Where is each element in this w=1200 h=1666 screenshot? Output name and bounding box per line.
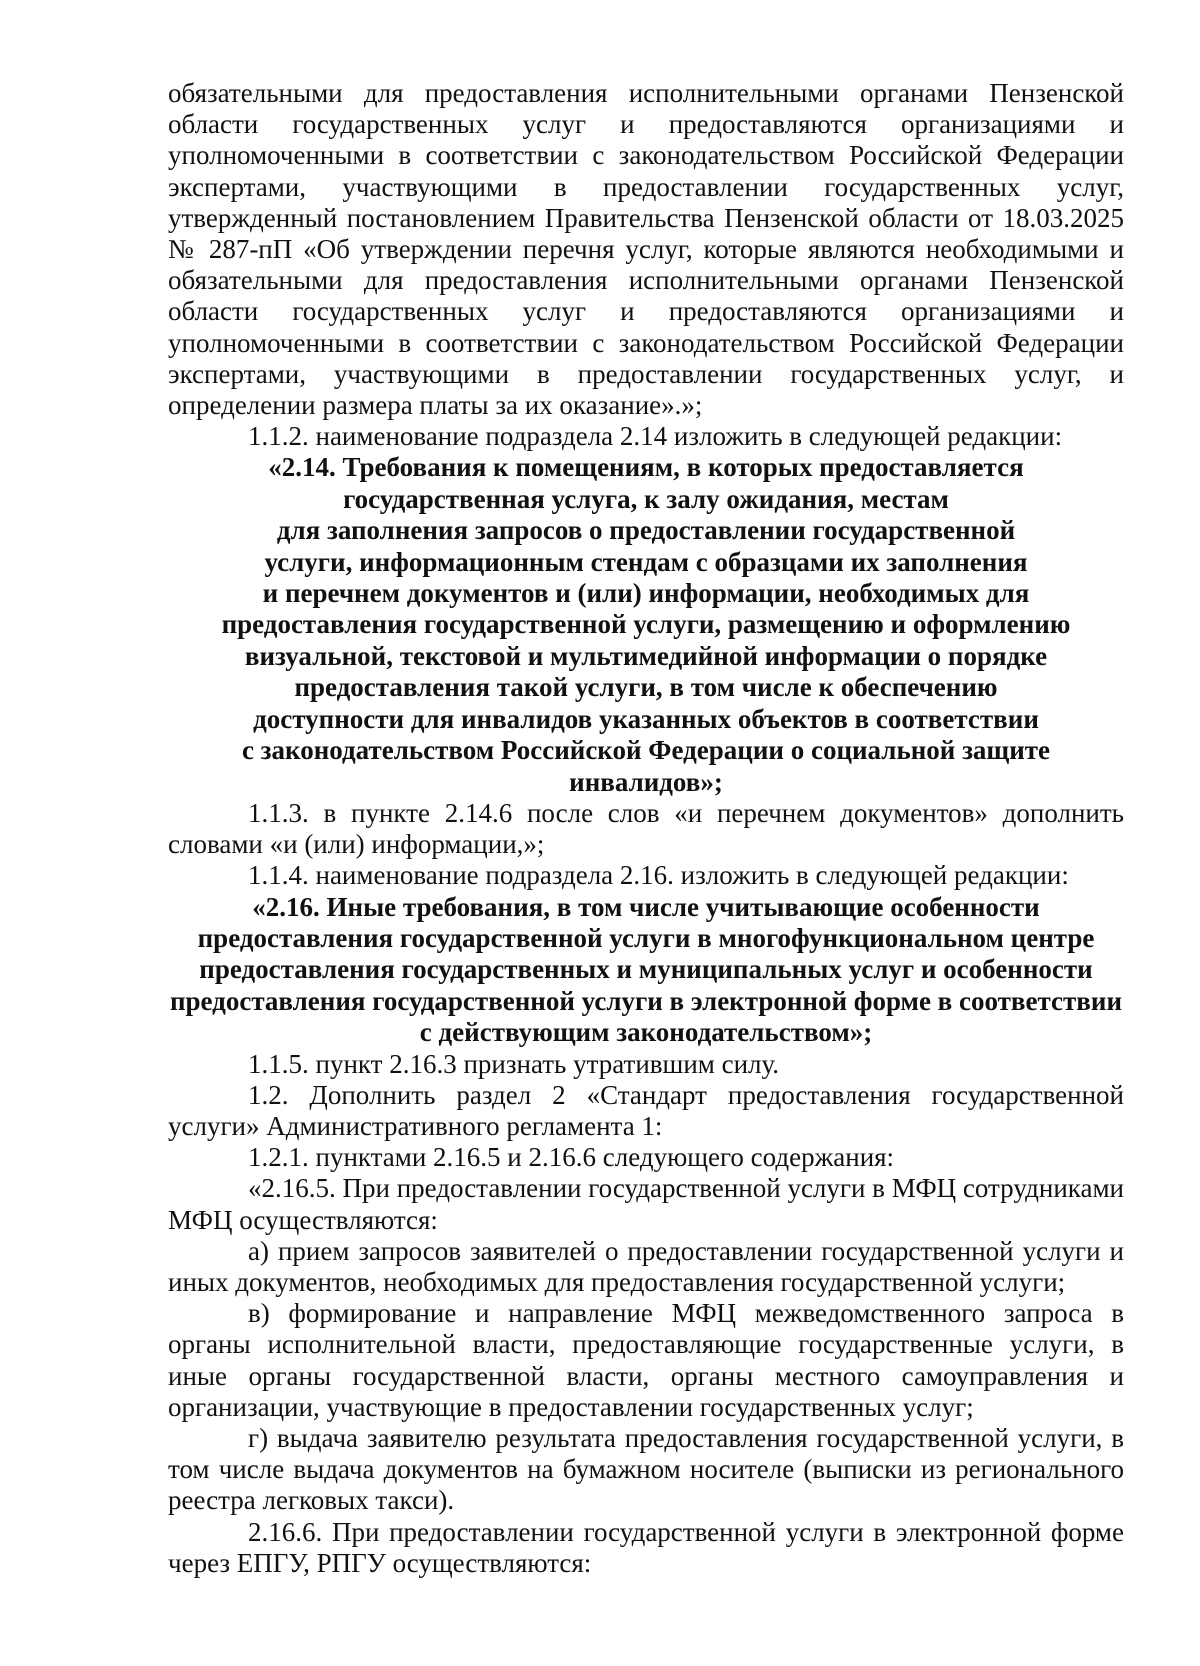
heading-2-16-line: предоставления государственной услуги в многофункциональном центре [197, 922, 1095, 953]
heading-2-14-line: для заполнения запросов о предоставлении государственной [276, 515, 1016, 546]
heading-2-16-line: с действующим законодательством»; [419, 1017, 873, 1048]
heading-2-16-line: «2.16. Иные требования, в том числе учитывающие особенности [252, 891, 1040, 922]
heading-2-14-line: с законодательством Российской Федерации о социальной защите [241, 735, 1051, 766]
paragraph-1-1-4: 1.1.4. наименование подраздела 2.16. изложить в следующей редакции: [248, 860, 1069, 891]
paragraph-2-16-6: 2.16.6. При предоставлении государственной услуги в электронной форме через ЕПГУ, РПГУ осуществляются: [168, 1516, 1124, 1578]
heading-2-14-line: доступности для инвалидов указанных объектов в соответствии [253, 703, 1039, 734]
paragraph-1-1-5: 1.1.5. пункт 2.16.3 признать утратившим силу. [248, 1048, 780, 1079]
heading-2-14-line: и перечнем документов и (или) информации, необходимых для [262, 578, 1030, 609]
paragraph-1-1-2: 1.1.2. наименование подраздела 2.14 изложить в следующей редакции: [248, 421, 1063, 452]
heading-2-14-line: услуги, информационным стендам с образцами их заполнения [264, 546, 1028, 577]
paragraph-item-v: в) формирование и направление МФЦ межведомственного запроса в органы исполнительной власти, предоставляющие государственные услуги, в иные органы государственной власти, органы местного самоуправления и организации, участвующие в предоставлении государственных услуг; [168, 1298, 1124, 1422]
heading-2-14-line: визуальной, текстовой и мультимедийной информации о порядке [244, 640, 1048, 671]
heading-2-16-line: предоставления государственных и муниципальных услуг и особенности [199, 954, 1093, 985]
paragraph-item-g: г) выдача заявителю результата предоставления государственной услуги, в том числе выдача документов на бумажном носителе (выписки из регионального реестра легковых такси). [168, 1422, 1124, 1516]
heading-2-14-line: государственная услуга, к залу ожидания, местам [343, 483, 949, 514]
paragraph-1-2-1: 1.2.1. пунктами 2.16.5 и 2.16.6 следующего содержания: [248, 1142, 895, 1173]
heading-2-14-line: предоставления государственной услуги, размещению и оформлению [221, 609, 1071, 640]
paragraph-1-1-3: 1.1.3. в пункте 2.14.6 после слов «и перечнем документов» дополнить словами «и (или) информации,»; [168, 797, 1124, 860]
document-body [168, 78, 1124, 1579]
paragraph-item-a: а) прием запросов заявителей о предоставлении государственной услуги и иных документов, необходимых для предоставления государственной услуги; [168, 1235, 1124, 1297]
paragraph-2-16-5: «2.16.5. При предоставлении государственной услуги в МФЦ сотрудниками МФЦ осуществляются: [168, 1173, 1124, 1235]
heading-2-14-line: инвалидов»; [569, 766, 723, 797]
heading-2-14 [168, 452, 1124, 797]
heading-2-14-line: предоставления такой услуги, в том числе к обеспечению [294, 672, 998, 703]
paragraph-continuation: обязательными для предоставления исполнительными органами Пензенской области государственных услуг и предоставляются организациями и уполномоченными в соответствии с законодательством Российской Федерации экспертами, участвующими в предоставлении государственных услуг, утвержденный постановлением Правительства Пензенской области от 18.03.2025 № 287-пП «Об утверждении перечня услуг, которые являются необходимыми и обязательными для предоставления исполнительными органами Пензенской области государственных услуг и предоставляются организациями и уполномоченными в соответствии с законодательством Российской Федерации экспертами, участвующими в предоставлении государственных услуг, и определении размера платы за их оказание».»; [168, 78, 1124, 421]
paragraph-1-2: 1.2. Дополнить раздел 2 «Стандарт предоставления государственной услуги» Административного регламента 1: [168, 1079, 1124, 1141]
heading-2-16 [168, 892, 1124, 1049]
heading-2-16-line: предоставления государственной услуги в электронной форме в соответствии [169, 985, 1122, 1016]
heading-2-14-line: «2.14. Требования к помещениям, в которых предоставляется [268, 452, 1024, 483]
